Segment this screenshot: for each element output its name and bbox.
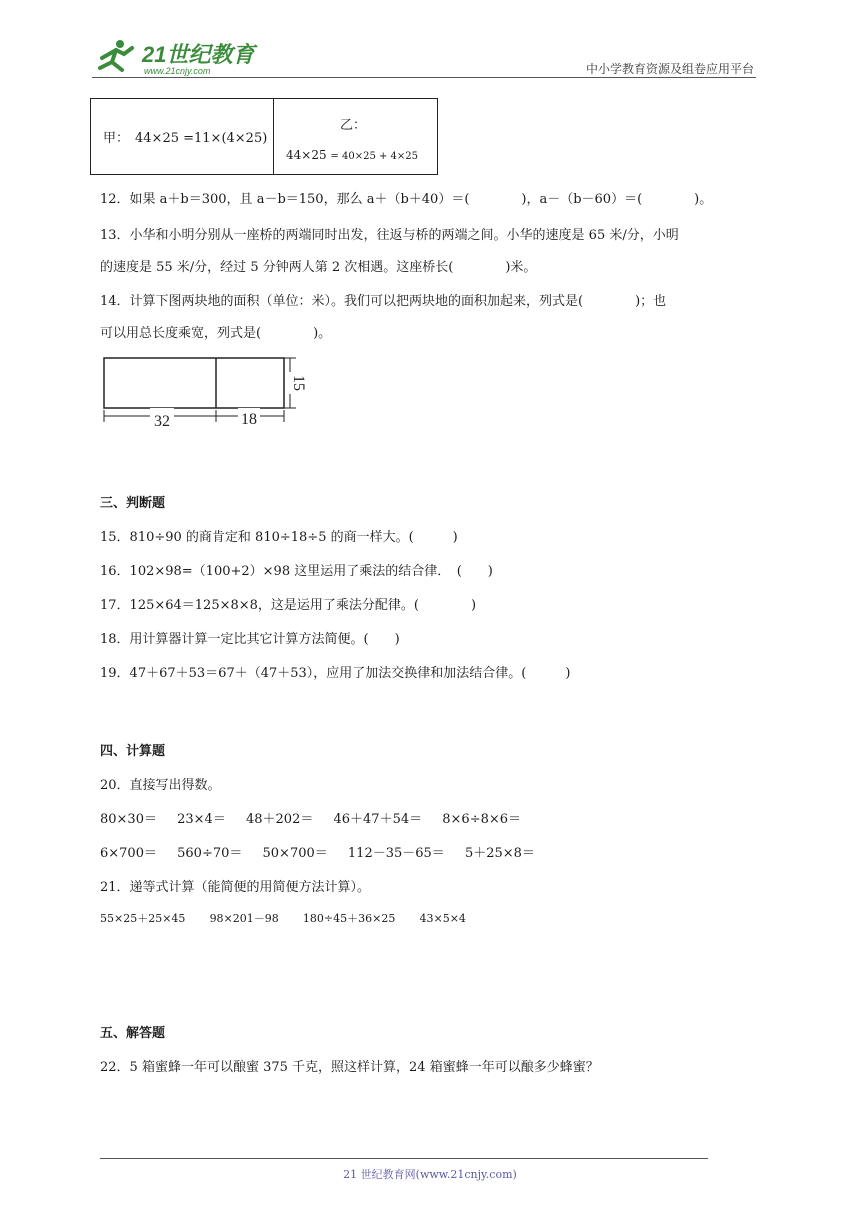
question-16: 16．102×98=（100+2）×98 这里运用了乘法的结合律． ( ): [100, 564, 493, 579]
footer-rule: [100, 1158, 708, 1159]
section-4-title: 四、计算题: [100, 744, 166, 759]
expr: 80×30＝: [100, 812, 157, 827]
expr: 43×5×4: [419, 912, 466, 925]
question-14-line2: 可以用总长度乘宽，列式是( )。: [100, 326, 332, 341]
section-3-title: 三、判断题: [100, 496, 166, 511]
right-label: 乙：: [340, 118, 367, 133]
expr: 23×4＝: [177, 812, 226, 827]
land-rectangle: [104, 358, 284, 408]
logo-url: www.21cnjy.com: [144, 66, 211, 76]
question-22: 22．5 箱蜜蜂一年可以酿蜜 375 千克，照这样计算，24 箱蜜蜂一年可以酿多少蜂蜜？: [100, 1060, 599, 1075]
expr: 98×201－98: [209, 912, 279, 925]
question-20: 20．直接写出得数。: [100, 778, 221, 793]
expr: 50×700＝: [262, 846, 328, 861]
question-21: 21．递等式计算（能简便的用简便方法计算）。: [100, 880, 371, 895]
left-formula: 44×25 =11×(4×25): [135, 131, 268, 146]
expr: 5＋25×8＝: [464, 846, 535, 861]
question-12: 12．如果 a＋b＝300，且 a－b＝150，那么 a＋（b＋40）＝( )，a－（b－60）＝( )。: [100, 192, 713, 207]
left-cell: [103, 127, 267, 146]
label-18: 18: [241, 411, 257, 428]
site-logo: [92, 36, 267, 78]
table-divider: [273, 99, 274, 174]
expr: 560÷70＝: [177, 846, 243, 861]
question-18: 18．用计算器计算一定比其它计算方法简便。( ): [100, 632, 400, 647]
mental-math-row-2: [100, 842, 551, 861]
expr: 55×25＋25×45: [100, 912, 186, 925]
header-rule: [92, 77, 756, 78]
label-32: 32: [154, 413, 170, 430]
expr: 6×700＝: [100, 846, 157, 861]
left-label: 甲：: [103, 131, 130, 146]
step-calc-row: [100, 910, 486, 926]
expr: 46＋47＋54＝: [333, 812, 423, 827]
expr: 112－35－65＝: [347, 846, 445, 861]
footer-link[interactable]: 21 世纪教育网(www.21cnjy.com): [343, 1168, 517, 1181]
expr: 48＋202＝: [245, 812, 314, 827]
expr: 180÷45＋36×25: [302, 912, 396, 925]
platform-name: 中小学教育资源及组卷应用平台: [585, 62, 754, 76]
logo-text: 21世纪教育: [142, 42, 255, 67]
expr: 8×6÷8×6＝: [442, 812, 522, 827]
right-formula-main: 44×25: [286, 148, 327, 162]
question-17: 17．125×64＝125×8×8，这是运用了乘法分配律。( ): [100, 598, 477, 613]
land-figure: [100, 354, 307, 430]
runner-logo-icon: [100, 40, 132, 70]
label-15: 15: [290, 375, 307, 391]
question-15: 15．810÷90 的商肯定和 810÷18÷5 的商一样大。( ): [100, 530, 458, 545]
right-formula-rest: = 40×25 + 4×25: [330, 151, 419, 162]
compare-table: [90, 98, 438, 175]
right-formula: [286, 148, 418, 162]
question-13-line1: 13．小华和小明分别从一座桥的两端同时出发，往返与桥的两端之间。小华的速度是 65 米/分，小明: [100, 228, 679, 243]
question-14-line1: 14．计算下图两块地的面积（单位：米）。我们可以把两块地的面积加起来，列式是( )；也: [100, 294, 667, 309]
mental-math-row-1: [100, 808, 537, 827]
section-5-title: 五、解答题: [100, 1026, 166, 1041]
question-19: 19．47＋67＋53＝67＋（47＋53），应用了加法交换律和加法结合律。( ): [100, 666, 571, 681]
question-13-line2: 的速度是 55 米/分，经过 5 分钟两人第 2 次相遇。这座桥长( )米。: [100, 260, 537, 275]
